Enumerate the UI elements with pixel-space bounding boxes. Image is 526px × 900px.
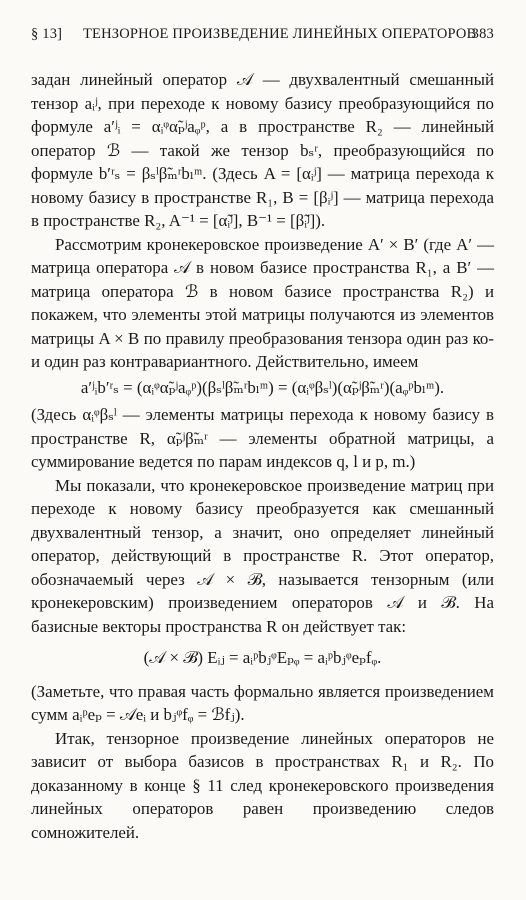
paragraph-3: (Здесь αᵢᵠβₛˡ — элементы матрицы перехода к новому базису в пространстве R, α̃ₚʲβ̃ₘʳ — элементы обратной матрицы, а суммирование ведется по парам индексов q, l и p, m.) <box>31 405 494 471</box>
page-body <box>31 68 494 844</box>
paragraph-4: Мы показали, что кронекеровское произведение матриц при переходе к новому базису преобразуется как смешанный двухвалентный тензор, а значит, оно определяет линейный оператор, действующий в пространстве R. Этот оператор, обозначаемый через 𝒜 × ℬ, называется тензорным (или кронекеровским) произведением операторов 𝒜 и ℬ. На базисные векторы пространства R он действует так: <box>31 475 494 636</box>
paragraph-5: (Заметьте, что правая часть формально является произведением сумм aᵢᵖeₚ = 𝒜eᵢ и bⱼᵠfᵩ = ℬfⱼ). <box>31 681 494 724</box>
page-number: 383 <box>471 26 494 42</box>
equation-2: (𝒜 × ℬ) Eᵢⱼ = aᵢᵖbⱼᵠEₚᵩ = aᵢᵖbⱼᵠeₚfᵩ. <box>143 648 382 667</box>
paragraph-2: Рассмотрим кронекеровское произведение A′ × B′ (где A′ — матрица оператора 𝒜 в новом базисе пространства R₁, а B′ — матрица оператора ℬ в новом базисе пространства R₂) и покажем, что элементы этой матрицы получаются из элементов матрицы A × B по правилу преобразования тензора один раз ко- и один раз контравариантного. Действительно, имеем <box>31 234 494 371</box>
paragraph-1: задан линейный оператор 𝒜 — двухвалентный смешанный тензор aᵢʲ, при переходе к новому базису преобразующийся по формуле a′ʲᵢ = αᵢᵠα̃ₚʲaᵩᵖ, а в пространстве R₂ — линейный оператор ℬ — такой же тензор bₛʳ, преобразующийся по формуле b′ʳₛ = βₛˡβ̃ₘʳbₗᵐ. (Здесь A = [αᵢʲ] — матрица перехода к новому базису в пространстве R₁, B = [βᵢʲ] — матрица перехода в пространстве R₂, A⁻¹ = [α̃ᵢʲ], B⁻¹ = [β̃ᵢʲ]). <box>31 70 494 230</box>
paragraph-6: Итак, тензорное произведение линейных операторов не зависит от выбора базисов в пространствах R₁ и R₂. По доказанному в конце § 11 след кронекеровского произведения линейных операторов равен произведению следов сомножителей. <box>31 728 494 842</box>
running-title: ТЕНЗОРНОЕ ПРОИЗВЕДЕНИЕ ЛИНЕЙНЫХ ОПЕРАТОРОВ <box>83 26 477 42</box>
running-header <box>31 26 494 48</box>
equation-1: a′ʲᵢb′ʳₛ = (αᵢᵠα̃ₚʲaᵩᵖ)(βₛˡβ̃ₘʳbₗᵐ) = (αᵢᵠβₛˡ)(α̃ₚʲβ̃ₘʳ)(aᵩᵖbₗᵐ). <box>80 377 445 397</box>
section-number: § 13] <box>31 26 63 42</box>
